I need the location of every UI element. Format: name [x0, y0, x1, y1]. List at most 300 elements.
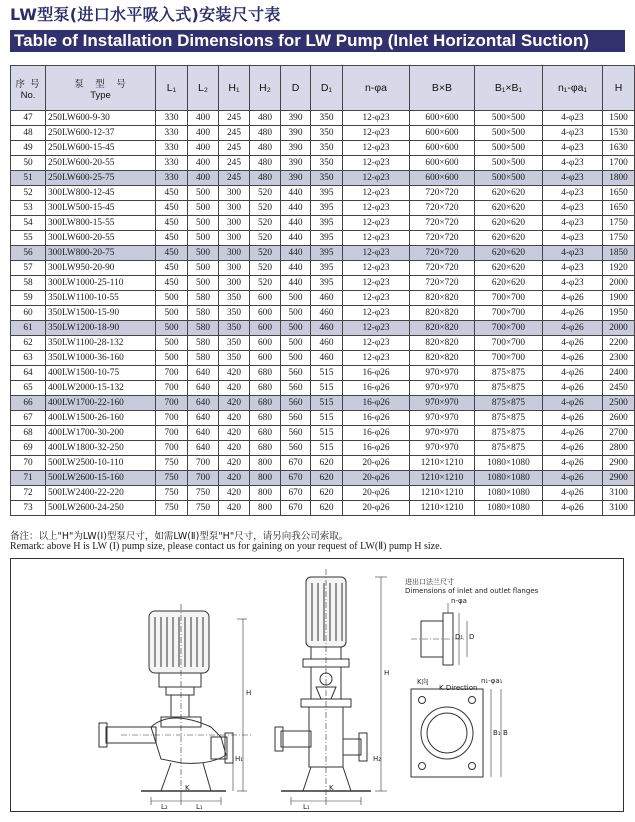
dimension-cell: 600 — [250, 321, 281, 336]
dimension-cell: 700×700 — [475, 291, 543, 306]
dimension-cell: 970×970 — [410, 396, 475, 411]
dimension-cell: 670 — [281, 471, 311, 486]
dimension-cell: 12-φ23 — [343, 156, 410, 171]
dimension-cell: 350 — [219, 351, 250, 366]
header-h2: H₂ — [250, 66, 281, 111]
table-row — [11, 141, 635, 156]
dimension-cell: 620 — [311, 501, 343, 516]
header-n-phi-a: n-φa — [343, 66, 410, 111]
title-chinese: LW型泵(进口水平吸入式)安装尺寸表 — [10, 5, 281, 24]
dimension-cell: 970×970 — [410, 426, 475, 441]
dimension-cell: 4-φ26 — [543, 456, 603, 471]
dimension-cell: 4-φ26 — [543, 306, 603, 321]
vertical-discharge-pump-side-view — [275, 569, 390, 805]
dimension-cell: 680 — [250, 366, 281, 381]
dimension-cell: 4-φ23 — [543, 186, 603, 201]
table-row — [11, 411, 635, 426]
horizontal-inlet-pump-side-view — [99, 604, 251, 805]
pump-drawing-svg — [11, 559, 625, 813]
dimension-cell: 680 — [250, 411, 281, 426]
dimension-cell: 875×875 — [475, 381, 543, 396]
dimension-cell: 395 — [311, 276, 343, 291]
dimension-cell: 4-φ26 — [543, 321, 603, 336]
dimension-cell: 4-φ23 — [543, 216, 603, 231]
table-row — [11, 156, 635, 171]
dimension-cell: 600 — [250, 336, 281, 351]
dimension-cell: 875×875 — [475, 426, 543, 441]
dimension-cell: 20-φ26 — [343, 456, 410, 471]
row-number-cell: 58 — [11, 276, 46, 291]
dimension-cell: 2400 — [603, 366, 635, 381]
dimension-cell: 750 — [188, 501, 219, 516]
dimension-cell: 600 — [250, 351, 281, 366]
remark-chinese: 备注：以上"H"为LW(Ⅰ)型泵尺寸，如需LW(Ⅱ)型泵"H"尺寸，请另向我公司索取。 — [10, 531, 349, 542]
dimension-cell: 1920 — [603, 261, 635, 276]
dimension-cell: 500 — [156, 321, 188, 336]
dimension-cell: 420 — [219, 456, 250, 471]
dimension-cell: 800 — [250, 471, 281, 486]
dim-label-n-phi-a: n-φa — [451, 597, 467, 605]
table-row — [11, 351, 635, 366]
dimension-cell: 500 — [281, 336, 311, 351]
dimension-cell: 970×970 — [410, 366, 475, 381]
dimension-cell: 390 — [281, 111, 311, 126]
dimension-cell: 440 — [281, 216, 311, 231]
dimension-cell: 500 — [188, 246, 219, 261]
dimension-cell: 350 — [219, 291, 250, 306]
title-english: Table of Installation Dimensions for LW Pump (Inlet Horizontal Suction) — [10, 30, 625, 52]
dimension-cell: 300 — [219, 261, 250, 276]
dimension-cell: 1700 — [603, 156, 635, 171]
dimension-cell: 600×600 — [410, 171, 475, 186]
header-h1: H₁ — [219, 66, 250, 111]
dimension-cell: 395 — [311, 186, 343, 201]
dimension-cell: 515 — [311, 441, 343, 456]
dimension-cell: 1850 — [603, 246, 635, 261]
dimension-cell: 1210×1210 — [410, 501, 475, 516]
row-number-cell: 61 — [11, 321, 46, 336]
dim-label-k-right: K — [329, 784, 334, 792]
table-row — [11, 306, 635, 321]
dim-label-n1-phi-a1: n₁-φa₁ — [481, 677, 503, 685]
dimension-cell: 440 — [281, 276, 311, 291]
dimension-cell: 620×620 — [475, 201, 543, 216]
dimension-cell: 680 — [250, 426, 281, 441]
pump-type-cell: 300LW800-15-55 — [46, 216, 156, 231]
pump-type-cell: 350LW1500-15-90 — [46, 306, 156, 321]
pump-type-cell: 250LW600-25-75 — [46, 171, 156, 186]
pump-type-cell: 400LW1500-10-75 — [46, 366, 156, 381]
dimension-cell: 580 — [188, 306, 219, 321]
dimension-cell: 520 — [250, 231, 281, 246]
dimension-cell: 580 — [188, 336, 219, 351]
dimension-cell: 600×600 — [410, 111, 475, 126]
dimension-cell: 875×875 — [475, 411, 543, 426]
pump-type-cell: 350LW1100-10-55 — [46, 291, 156, 306]
dim-label-l2: L₂ — [161, 803, 168, 811]
dimension-cell: 1650 — [603, 186, 635, 201]
dimension-cell: 1210×1210 — [410, 456, 475, 471]
dimension-cell: 560 — [281, 366, 311, 381]
dimension-cell: 620×620 — [475, 216, 543, 231]
dimension-cell: 500 — [156, 351, 188, 366]
dimension-cell: 620×620 — [475, 261, 543, 276]
dimension-cell: 350 — [311, 111, 343, 126]
dimension-cell: 700 — [188, 471, 219, 486]
dimension-cell: 16-φ26 — [343, 426, 410, 441]
dimension-cell: 680 — [250, 396, 281, 411]
dimension-cell: 500 — [281, 306, 311, 321]
dimension-cell: 4-φ26 — [543, 351, 603, 366]
header-type: 泵 型 号 Type — [46, 66, 156, 111]
dimension-cell: 2000 — [603, 276, 635, 291]
dimension-cell: 750 — [156, 501, 188, 516]
dimension-cell: 4-φ23 — [543, 261, 603, 276]
dimension-cell: 620 — [311, 456, 343, 471]
dimension-cell: 440 — [281, 261, 311, 276]
dimension-cell: 300 — [219, 201, 250, 216]
remark-english: Remark: above H is LW (I) pump size, please contact us for gaining on your request of LW(Ⅱ) pump H size. — [10, 541, 443, 552]
dimension-cell: 460 — [311, 336, 343, 351]
dimension-cell: 1750 — [603, 216, 635, 231]
dimension-cell: 500×500 — [475, 141, 543, 156]
dimension-cell: 640 — [188, 441, 219, 456]
dimension-cell: 350 — [311, 141, 343, 156]
dimension-cell: 16-φ26 — [343, 366, 410, 381]
pump-type-cell: 400LW2000-15-132 — [46, 381, 156, 396]
dimension-cell: 1210×1210 — [410, 471, 475, 486]
dimension-cell: 520 — [250, 246, 281, 261]
dimension-cell: 700×700 — [475, 321, 543, 336]
dimension-cell: 640 — [188, 381, 219, 396]
dimension-cell: 12-φ23 — [343, 351, 410, 366]
dimension-cell: 4-φ23 — [543, 156, 603, 171]
dimension-cell: 700 — [156, 381, 188, 396]
dimension-cell: 450 — [156, 186, 188, 201]
dimension-cell: 670 — [281, 486, 311, 501]
dimension-cell: 1500 — [603, 111, 635, 126]
dimension-cell: 4-φ23 — [543, 141, 603, 156]
table-row — [11, 186, 635, 201]
table-row — [11, 111, 635, 126]
dimension-cell: 500 — [188, 261, 219, 276]
pump-type-cell: 300LW1000-25-110 — [46, 276, 156, 291]
table-row — [11, 456, 635, 471]
pump-type-cell: 400LW1800-32-250 — [46, 441, 156, 456]
dimension-cell: 20-φ26 — [343, 486, 410, 501]
table-header — [11, 66, 635, 111]
table-row — [11, 276, 635, 291]
pump-type-cell: 250LW600-15-45 — [46, 141, 156, 156]
dimension-cell: 2000 — [603, 321, 635, 336]
dimension-cell: 560 — [281, 411, 311, 426]
dimension-cell: 520 — [250, 216, 281, 231]
dimension-cell: 520 — [250, 276, 281, 291]
dimension-cell: 420 — [219, 441, 250, 456]
dimension-cell: 500 — [281, 351, 311, 366]
dimension-cell: 330 — [156, 141, 188, 156]
dimension-cell: 450 — [156, 231, 188, 246]
row-number-cell: 71 — [11, 471, 46, 486]
dimension-cell: 450 — [156, 246, 188, 261]
dimension-cell: 460 — [311, 351, 343, 366]
dimension-cell: 12-φ23 — [343, 141, 410, 156]
row-number-cell: 54 — [11, 216, 46, 231]
dimension-cell: 600 — [250, 291, 281, 306]
dimension-cell: 420 — [219, 426, 250, 441]
pump-type-cell: 350LW1000-36-160 — [46, 351, 156, 366]
dimension-cell: 16-φ26 — [343, 441, 410, 456]
dimension-cell: 500 — [281, 291, 311, 306]
dimension-cell: 350 — [219, 336, 250, 351]
dimension-cell: 420 — [219, 486, 250, 501]
dim-label-b: B — [503, 729, 508, 737]
dimension-cell: 12-φ23 — [343, 111, 410, 126]
dimension-cell: 720×720 — [410, 276, 475, 291]
dimension-cell: 560 — [281, 396, 311, 411]
k-direction-zh: K向 — [417, 678, 429, 686]
dimension-cell: 4-φ26 — [543, 336, 603, 351]
dimension-cell: 520 — [250, 186, 281, 201]
dimension-cell: 1080×1080 — [475, 486, 543, 501]
row-number-cell: 47 — [11, 111, 46, 126]
dimension-cell: 400 — [188, 171, 219, 186]
installation-dimensions-table — [10, 65, 635, 516]
dimension-cell: 4-φ26 — [543, 291, 603, 306]
dimension-cell: 600×600 — [410, 156, 475, 171]
row-number-cell: 51 — [11, 171, 46, 186]
dimension-cell: 720×720 — [410, 246, 475, 261]
dimension-cell: 500×500 — [475, 111, 543, 126]
dimension-cell: 12-φ23 — [343, 306, 410, 321]
header-n1-phi-a1: n₁-φa₁ — [543, 66, 603, 111]
dimension-cell: 500 — [156, 291, 188, 306]
dimension-cell: 600×600 — [410, 126, 475, 141]
row-number-cell: 63 — [11, 351, 46, 366]
row-number-cell: 66 — [11, 396, 46, 411]
dimension-cell: 12-φ23 — [343, 321, 410, 336]
dimension-cell: 400 — [188, 111, 219, 126]
header-b1xb1: B₁×B₁ — [475, 66, 543, 111]
dimension-cell: 820×820 — [410, 306, 475, 321]
dimension-cell: 820×820 — [410, 321, 475, 336]
dimension-cell: 560 — [281, 441, 311, 456]
row-number-cell: 68 — [11, 426, 46, 441]
header-l1: L₁ — [156, 66, 188, 111]
table-row — [11, 501, 635, 516]
table-row — [11, 321, 635, 336]
dimension-cell: 500×500 — [475, 171, 543, 186]
dim-label-l1-left: L₁ — [196, 803, 203, 811]
row-number-cell: 73 — [11, 501, 46, 516]
dimension-cell: 970×970 — [410, 381, 475, 396]
dimension-cell: 245 — [219, 156, 250, 171]
dimension-cell: 330 — [156, 156, 188, 171]
row-number-cell: 52 — [11, 186, 46, 201]
k-direction-base-view — [411, 689, 501, 777]
dimension-cell: 460 — [311, 306, 343, 321]
dimension-cell: 700 — [156, 396, 188, 411]
row-number-cell: 49 — [11, 141, 46, 156]
dimension-cell: 875×875 — [475, 441, 543, 456]
dimension-cell: 12-φ23 — [343, 336, 410, 351]
table-body — [11, 111, 635, 516]
row-number-cell: 67 — [11, 411, 46, 426]
dim-label-k-left: K — [185, 784, 190, 792]
dimension-cell: 700×700 — [475, 351, 543, 366]
row-number-cell: 48 — [11, 126, 46, 141]
dimension-cell: 395 — [311, 261, 343, 276]
pump-type-cell: 250LW600-9-30 — [46, 111, 156, 126]
dimension-cell: 480 — [250, 126, 281, 141]
header-h: H — [603, 66, 635, 111]
dimension-cell: 520 — [250, 201, 281, 216]
row-number-cell: 70 — [11, 456, 46, 471]
dimension-cell: 750 — [156, 486, 188, 501]
row-number-cell: 55 — [11, 231, 46, 246]
dimension-cell: 12-φ23 — [343, 231, 410, 246]
dimension-cell: 245 — [219, 126, 250, 141]
dimension-cell: 12-φ23 — [343, 201, 410, 216]
dimension-cell: 700×700 — [475, 336, 543, 351]
dimension-cell: 750 — [156, 471, 188, 486]
dimension-cell: 620×620 — [475, 231, 543, 246]
dimension-cell: 520 — [250, 261, 281, 276]
pump-type-cell: 400LW1700-22-160 — [46, 396, 156, 411]
table-row — [11, 381, 635, 396]
dimension-cell: 640 — [188, 366, 219, 381]
dimension-cell: 620×620 — [475, 246, 543, 261]
dim-label-h-left: H — [246, 689, 252, 697]
row-number-cell: 57 — [11, 261, 46, 276]
dimension-cell: 560 — [281, 426, 311, 441]
dimension-cell: 4-φ26 — [543, 441, 603, 456]
dim-label-h2: H₂ — [373, 755, 382, 763]
dimension-cell: 2700 — [603, 426, 635, 441]
dimension-cell: 500 — [188, 186, 219, 201]
dimension-cell: 20-φ26 — [343, 501, 410, 516]
pump-type-cell: 400LW1700-30-200 — [46, 426, 156, 441]
dimension-cell: 350 — [311, 171, 343, 186]
dimension-cell: 500 — [188, 231, 219, 246]
dimension-cell: 750 — [188, 486, 219, 501]
dimension-cell: 2200 — [603, 336, 635, 351]
dimension-cell: 1800 — [603, 171, 635, 186]
dimension-cell: 515 — [311, 426, 343, 441]
dimension-cell: 12-φ23 — [343, 126, 410, 141]
table-row — [11, 171, 635, 186]
dimension-cell: 820×820 — [410, 336, 475, 351]
dimension-cell: 16-φ26 — [343, 381, 410, 396]
dimension-cell: 1080×1080 — [475, 501, 543, 516]
dimension-cell: 720×720 — [410, 231, 475, 246]
dimension-cell: 350 — [219, 306, 250, 321]
dimension-cell: 2500 — [603, 396, 635, 411]
dimension-cell: 390 — [281, 171, 311, 186]
dimension-cell: 1080×1080 — [475, 456, 543, 471]
dimension-cell: 450 — [156, 276, 188, 291]
row-number-cell: 72 — [11, 486, 46, 501]
dimension-cell: 395 — [311, 246, 343, 261]
dimension-cell: 400 — [188, 156, 219, 171]
dimension-cell: 20-φ26 — [343, 471, 410, 486]
table-row — [11, 441, 635, 456]
dimension-cell: 875×875 — [475, 366, 543, 381]
k-direction-en: K Direction — [439, 684, 478, 692]
dimension-cell: 4-φ26 — [543, 411, 603, 426]
dimension-cell: 12-φ23 — [343, 291, 410, 306]
dimension-cell: 720×720 — [410, 186, 475, 201]
dimension-cell: 670 — [281, 501, 311, 516]
dimension-cell: 400 — [188, 141, 219, 156]
dimension-cell: 420 — [219, 501, 250, 516]
dimension-cell: 4-φ23 — [543, 126, 603, 141]
dimension-cell: 580 — [188, 291, 219, 306]
dimension-cell: 560 — [281, 381, 311, 396]
dimension-cell: 245 — [219, 171, 250, 186]
dimension-cell: 300 — [219, 231, 250, 246]
dimension-cell: 480 — [250, 156, 281, 171]
dimension-cell: 460 — [311, 321, 343, 336]
dimension-cell: 12-φ23 — [343, 261, 410, 276]
dimension-cell: 16-φ26 — [343, 396, 410, 411]
dimension-cell: 580 — [188, 321, 219, 336]
dimension-cell: 640 — [188, 411, 219, 426]
dimension-cell: 390 — [281, 126, 311, 141]
dimension-cell: 4-φ23 — [543, 231, 603, 246]
dimension-cell: 500 — [188, 201, 219, 216]
pump-type-cell: 350LW1200-18-90 — [46, 321, 156, 336]
table-row — [11, 396, 635, 411]
dimension-cell: 12-φ23 — [343, 246, 410, 261]
dimension-cell: 350 — [219, 321, 250, 336]
dimension-cell: 440 — [281, 186, 311, 201]
pump-type-cell: 500LW2500-10-110 — [46, 456, 156, 471]
pump-type-cell: 400LW1500-26-160 — [46, 411, 156, 426]
table-row — [11, 486, 635, 501]
dimension-cell: 1650 — [603, 201, 635, 216]
dimension-cell: 500 — [188, 276, 219, 291]
dimension-cell: 700×700 — [475, 306, 543, 321]
dimension-cell: 350 — [311, 126, 343, 141]
dimension-cell: 700 — [156, 366, 188, 381]
table-row — [11, 471, 635, 486]
installation-drawing — [10, 558, 624, 812]
dim-label-b1: B₁ — [493, 729, 501, 737]
row-number-cell: 65 — [11, 381, 46, 396]
dim-label-l1-right: L₁ — [303, 803, 310, 811]
dimension-cell: 4-φ26 — [543, 471, 603, 486]
dimension-cell: 640 — [188, 426, 219, 441]
row-number-cell: 56 — [11, 246, 46, 261]
dimension-cell: 420 — [219, 396, 250, 411]
dimension-cell: 580 — [188, 351, 219, 366]
row-number-cell: 62 — [11, 336, 46, 351]
dimension-cell: 2300 — [603, 351, 635, 366]
dimension-cell: 300 — [219, 246, 250, 261]
dimension-cell: 4-φ26 — [543, 486, 603, 501]
pump-type-cell: 250LW600-20-55 — [46, 156, 156, 171]
dimension-cell: 1530 — [603, 126, 635, 141]
dimension-cell: 440 — [281, 231, 311, 246]
dimension-cell: 450 — [156, 201, 188, 216]
dimension-cell: 515 — [311, 366, 343, 381]
dimension-cell: 720×720 — [410, 216, 475, 231]
table-row — [11, 216, 635, 231]
dimension-cell: 440 — [281, 201, 311, 216]
dimension-cell: 1080×1080 — [475, 471, 543, 486]
dimension-cell: 4-φ23 — [543, 246, 603, 261]
